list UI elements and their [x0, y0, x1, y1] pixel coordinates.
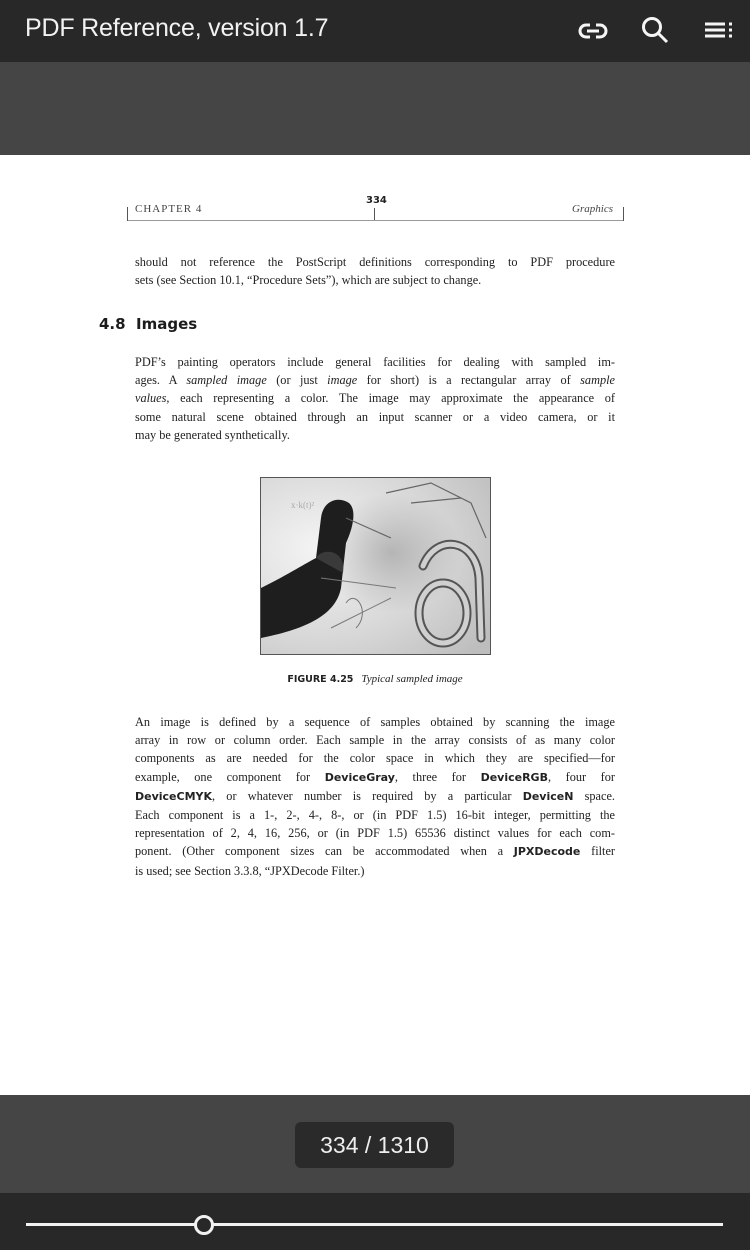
figure-caption — [0, 673, 750, 685]
text-line: representation of 2, 4, 16, 256, or (in PDF 1.5) 65536 distinct values for each com- — [135, 826, 615, 841]
text-run: (or just — [266, 373, 328, 388]
code-term: DeviceCMYK — [135, 789, 213, 803]
text-line — [135, 787, 615, 806]
app-toolbar — [0, 0, 750, 62]
page-slider-track[interactable] — [26, 1223, 723, 1226]
figure-sampled-image — [260, 477, 491, 655]
text-run: , each representing a color. The image may approximate the appearance of — [166, 391, 615, 406]
emphasis: values — [135, 391, 167, 406]
page-gutter-top — [0, 62, 750, 154]
text-run: filter — [580, 844, 615, 859]
text-line: PDF’s painting operators include general facilities for dealing with sampled im- — [135, 355, 615, 369]
text-line — [135, 768, 615, 787]
emphasis: image — [327, 373, 358, 388]
header-right-tick — [623, 207, 624, 221]
text-run: , three for — [394, 769, 481, 784]
section-title: Images — [136, 315, 198, 333]
running-header-rule — [127, 220, 624, 221]
page-indicator: 334 / 1310 — [295, 1122, 454, 1168]
text-line — [135, 371, 615, 389]
code-term: DeviceN — [522, 789, 574, 803]
text-run: ponent. (Other component sizes can be accommodated when a — [135, 844, 514, 859]
text-line: some natural scene obtained through an input scanner or a video camera, or it — [135, 409, 615, 424]
text-line: Each component is a 1-, 2-, 4-, 8-, or (in PDF 1.5) 16-bit integer, permitting the — [135, 808, 615, 823]
table-of-contents-icon[interactable] — [702, 14, 736, 48]
images-paragraph — [135, 353, 615, 444]
running-title: Graphics — [572, 203, 613, 215]
search-icon[interactable] — [638, 14, 672, 48]
page-slider-thumb[interactable] — [194, 1215, 214, 1235]
text-run: , four for — [547, 769, 615, 784]
text-line: An image is defined by a sequence of samples obtained by scanning the image — [135, 715, 615, 729]
figure-label: FIGURE 4.25 — [287, 674, 354, 685]
text-line — [135, 389, 615, 407]
emphasis: sampled image — [186, 373, 267, 388]
text-line: may be generated synthetically. — [135, 427, 290, 442]
text-line: sets (see Section 10.1, “Procedure Sets”), which are subject to change. — [135, 273, 482, 288]
figure-caption-text: Typical sampled image — [361, 673, 463, 685]
intro-paragraph — [135, 253, 615, 289]
text-line — [135, 842, 615, 861]
text-line: components as are needed for the color space in which they are specified—for — [135, 751, 615, 766]
header-left-tick — [127, 207, 128, 221]
text-line: is used; see Section 3.3.8, “JPXDecode Filter.) — [135, 863, 365, 878]
text-run: for short) is a rectangular array of — [357, 373, 581, 388]
text-line: should not reference the PostScript definitions corresponding to PDF procedure — [135, 255, 615, 269]
code-term: JPXDecode — [513, 845, 581, 859]
text-run: example, one component for — [135, 769, 325, 784]
samples-paragraph — [135, 713, 615, 880]
text-run: ages. A — [135, 373, 187, 388]
text-run: space. — [573, 788, 615, 803]
document-title: PDF Reference, version 1.7 — [25, 14, 329, 42]
svg-text:x·k(t)²: x·k(t)² — [291, 500, 315, 510]
sampled-image-photo — [261, 478, 490, 654]
section-number: 4.8 — [99, 315, 126, 333]
chapter-label: CHAPTER 4 — [135, 203, 203, 215]
code-term: DeviceRGB — [480, 770, 548, 784]
link-icon[interactable] — [576, 14, 610, 48]
page-slider-bar — [0, 1193, 750, 1250]
header-center-tick — [374, 208, 375, 220]
text-run: , or whatever number is required by a particular — [212, 788, 523, 803]
code-term: DeviceGray — [324, 770, 395, 784]
page-number: 334 — [366, 195, 387, 206]
text-line: array in row or column order. Each sample in the array consists of as many color — [135, 733, 615, 748]
emphasis: sample — [580, 373, 615, 388]
